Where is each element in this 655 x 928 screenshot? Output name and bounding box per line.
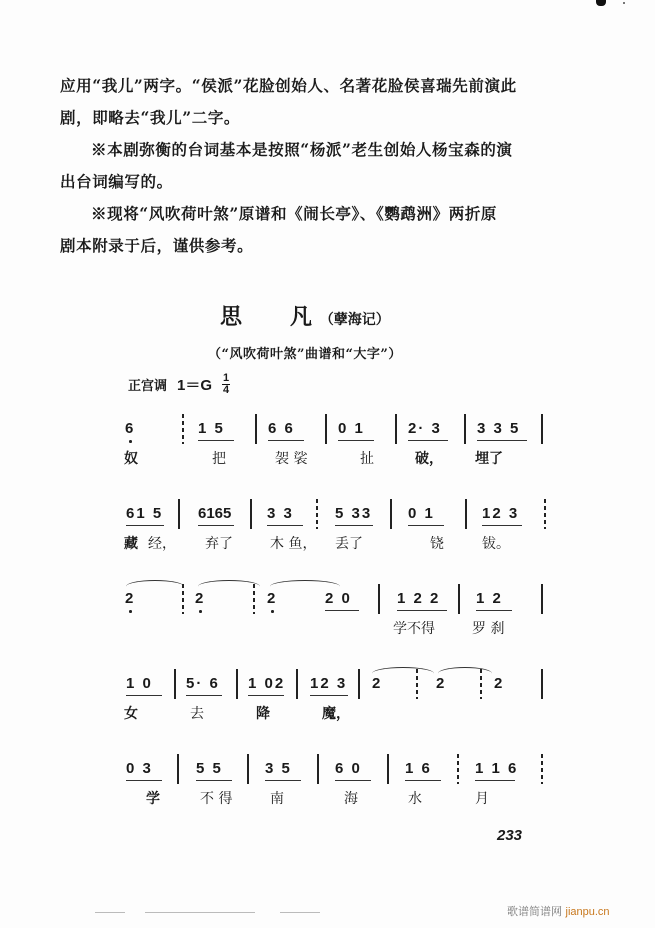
- lyric: 水: [408, 791, 422, 807]
- note-group: 2· 3: [408, 420, 442, 437]
- bar-line: [395, 414, 397, 444]
- prose-line: ※本剧弥衡的台词基本是按照“杨派”老生创始人杨宝森的演: [91, 140, 513, 159]
- prose-line: 出台词编写的。: [60, 172, 173, 191]
- scan-artifact: [280, 912, 320, 913]
- note-group: 3 3: [267, 505, 294, 522]
- score-row-4: [120, 663, 550, 733]
- song-title: [220, 300, 390, 331]
- lyric: 经，: [148, 536, 176, 552]
- note-group: 61 5: [126, 505, 164, 522]
- score-row-3: [120, 578, 550, 648]
- lyric: 奴: [124, 451, 138, 467]
- note-group: 5· 6: [186, 675, 220, 692]
- prose-line: 剧本附录于后，谨供参考。: [60, 236, 254, 255]
- note-group: 1 6: [405, 760, 432, 777]
- note-group: 1 5: [198, 420, 225, 437]
- note-group: 1 02: [248, 675, 286, 692]
- bar-line: [174, 669, 176, 699]
- page-number: 233: [497, 827, 523, 844]
- bar-line: [325, 414, 327, 444]
- scan-corner-mark: [596, 0, 606, 6]
- watermark-url: jianpu.cn: [565, 906, 610, 918]
- note-group: 6 6: [268, 420, 295, 437]
- lyric: 不 得: [200, 791, 233, 807]
- bar-line: [480, 669, 482, 699]
- bar-line: [358, 669, 360, 699]
- time-numerator: 1: [222, 372, 230, 384]
- note-group: 5 5: [196, 760, 223, 777]
- lyric: 月: [475, 791, 489, 807]
- score-row-2: [120, 493, 550, 563]
- watermark: [507, 903, 610, 919]
- scan-artifact: [95, 912, 125, 913]
- note-group: 5 33: [335, 505, 373, 522]
- note-group: 2: [372, 675, 383, 692]
- lyric: 埋了: [475, 451, 503, 467]
- lyric: 袈 裟: [275, 451, 308, 467]
- bar-line: [541, 584, 543, 614]
- lyric: 学不得: [393, 621, 435, 637]
- lyric: 弃了: [205, 536, 233, 552]
- scan-speck: [623, 2, 625, 4]
- lyric: 南: [270, 791, 284, 807]
- score-row-1: [120, 408, 550, 478]
- bar-line: [457, 754, 459, 784]
- title-char-2: 凡: [290, 304, 313, 330]
- prose-line: ※现将“风吹荷叶煞”原谱和《闹长亭》、《鹦鹉洲》两折原: [91, 204, 498, 223]
- bar-line: [182, 584, 184, 614]
- lyric: 藏: [124, 536, 138, 552]
- bar-line: [236, 669, 238, 699]
- lyric: 钹。: [482, 536, 510, 552]
- prose-line: 剧，即略去“我儿”二字。: [60, 108, 241, 127]
- bar-line: [253, 584, 255, 614]
- note-group: 0 3: [126, 760, 153, 777]
- lyric: 破，: [415, 451, 443, 467]
- bar-line: [541, 669, 543, 699]
- note-group: 2: [267, 590, 278, 607]
- lyric: 罗 刹: [472, 621, 505, 637]
- note-group: 1 1 6: [475, 760, 519, 777]
- bar-line: [255, 414, 257, 444]
- bar-line: [464, 414, 466, 444]
- paragraph-notes: [60, 70, 540, 262]
- bar-line: [177, 754, 179, 784]
- note-group: 2: [125, 590, 136, 607]
- lyric: 去: [190, 706, 204, 722]
- note-group: 6 0: [335, 760, 362, 777]
- key-label: 1＝G: [177, 377, 213, 394]
- note-group: 12 3: [310, 675, 348, 692]
- low-octave-dot: [129, 440, 132, 443]
- mode-label: 正宫调: [128, 379, 168, 394]
- tie-slur: [198, 580, 260, 593]
- note-group: 0 1: [338, 420, 365, 437]
- bar-line: [465, 499, 467, 529]
- bar-line: [541, 754, 543, 784]
- lyric: 丢了: [335, 536, 363, 552]
- note-group: 1 0: [126, 675, 153, 692]
- time-signature: [222, 373, 230, 396]
- note-group: 2: [195, 590, 206, 607]
- prose-line: 应用“我儿”两字。“侯派”花脸创始人、名著花脸侯喜瑞先前演此: [60, 76, 517, 95]
- watermark-text: 歌谱简谱网: [507, 905, 562, 918]
- bar-line: [544, 499, 546, 529]
- lyric: 降: [256, 706, 270, 722]
- bar-line: [247, 754, 249, 784]
- bar-line: [378, 584, 380, 614]
- score-source: （“风吹荷叶煞”曲谱和“大字”）: [208, 347, 402, 362]
- note-group: 6165: [198, 505, 232, 522]
- bar-line: [390, 499, 392, 529]
- note-group: 0 1: [408, 505, 435, 522]
- bar-line: [250, 499, 252, 529]
- bar-line: [387, 754, 389, 784]
- lyric: 魔，: [322, 706, 350, 722]
- key-signature: [128, 373, 230, 396]
- lyric: 海: [344, 791, 358, 807]
- lyric: 女: [124, 706, 138, 722]
- title-source-play: （孽海记）: [319, 312, 390, 328]
- bar-line: [541, 414, 543, 444]
- lyric: 木 鱼，: [270, 536, 317, 552]
- lyric: 铙: [430, 536, 444, 552]
- note-group: 1 2: [476, 590, 503, 607]
- bar-line: [316, 499, 318, 529]
- bar-line: [458, 584, 460, 614]
- lyric: 把: [212, 451, 226, 467]
- note-group: 12 3: [482, 505, 520, 522]
- bar-line: [416, 669, 418, 699]
- lyric: 学: [146, 791, 160, 807]
- note-group: 2: [436, 675, 447, 692]
- scan-artifact: [145, 912, 255, 913]
- lyric: 扯: [360, 451, 374, 467]
- bar-line: [296, 669, 298, 699]
- note-group: 1 2 2: [397, 590, 441, 607]
- note-group: 3 3 5: [477, 420, 521, 437]
- note-group: 2: [494, 675, 505, 692]
- bar-line: [182, 414, 184, 444]
- score-row-5: [120, 748, 550, 818]
- bar-line: [317, 754, 319, 784]
- note-group: 3 5: [265, 760, 292, 777]
- note-group: 6: [125, 420, 136, 437]
- title-char-1: 思: [220, 304, 243, 330]
- bar-line: [178, 499, 180, 529]
- time-denominator: 4: [222, 384, 230, 396]
- note-group: 2 0: [325, 590, 352, 607]
